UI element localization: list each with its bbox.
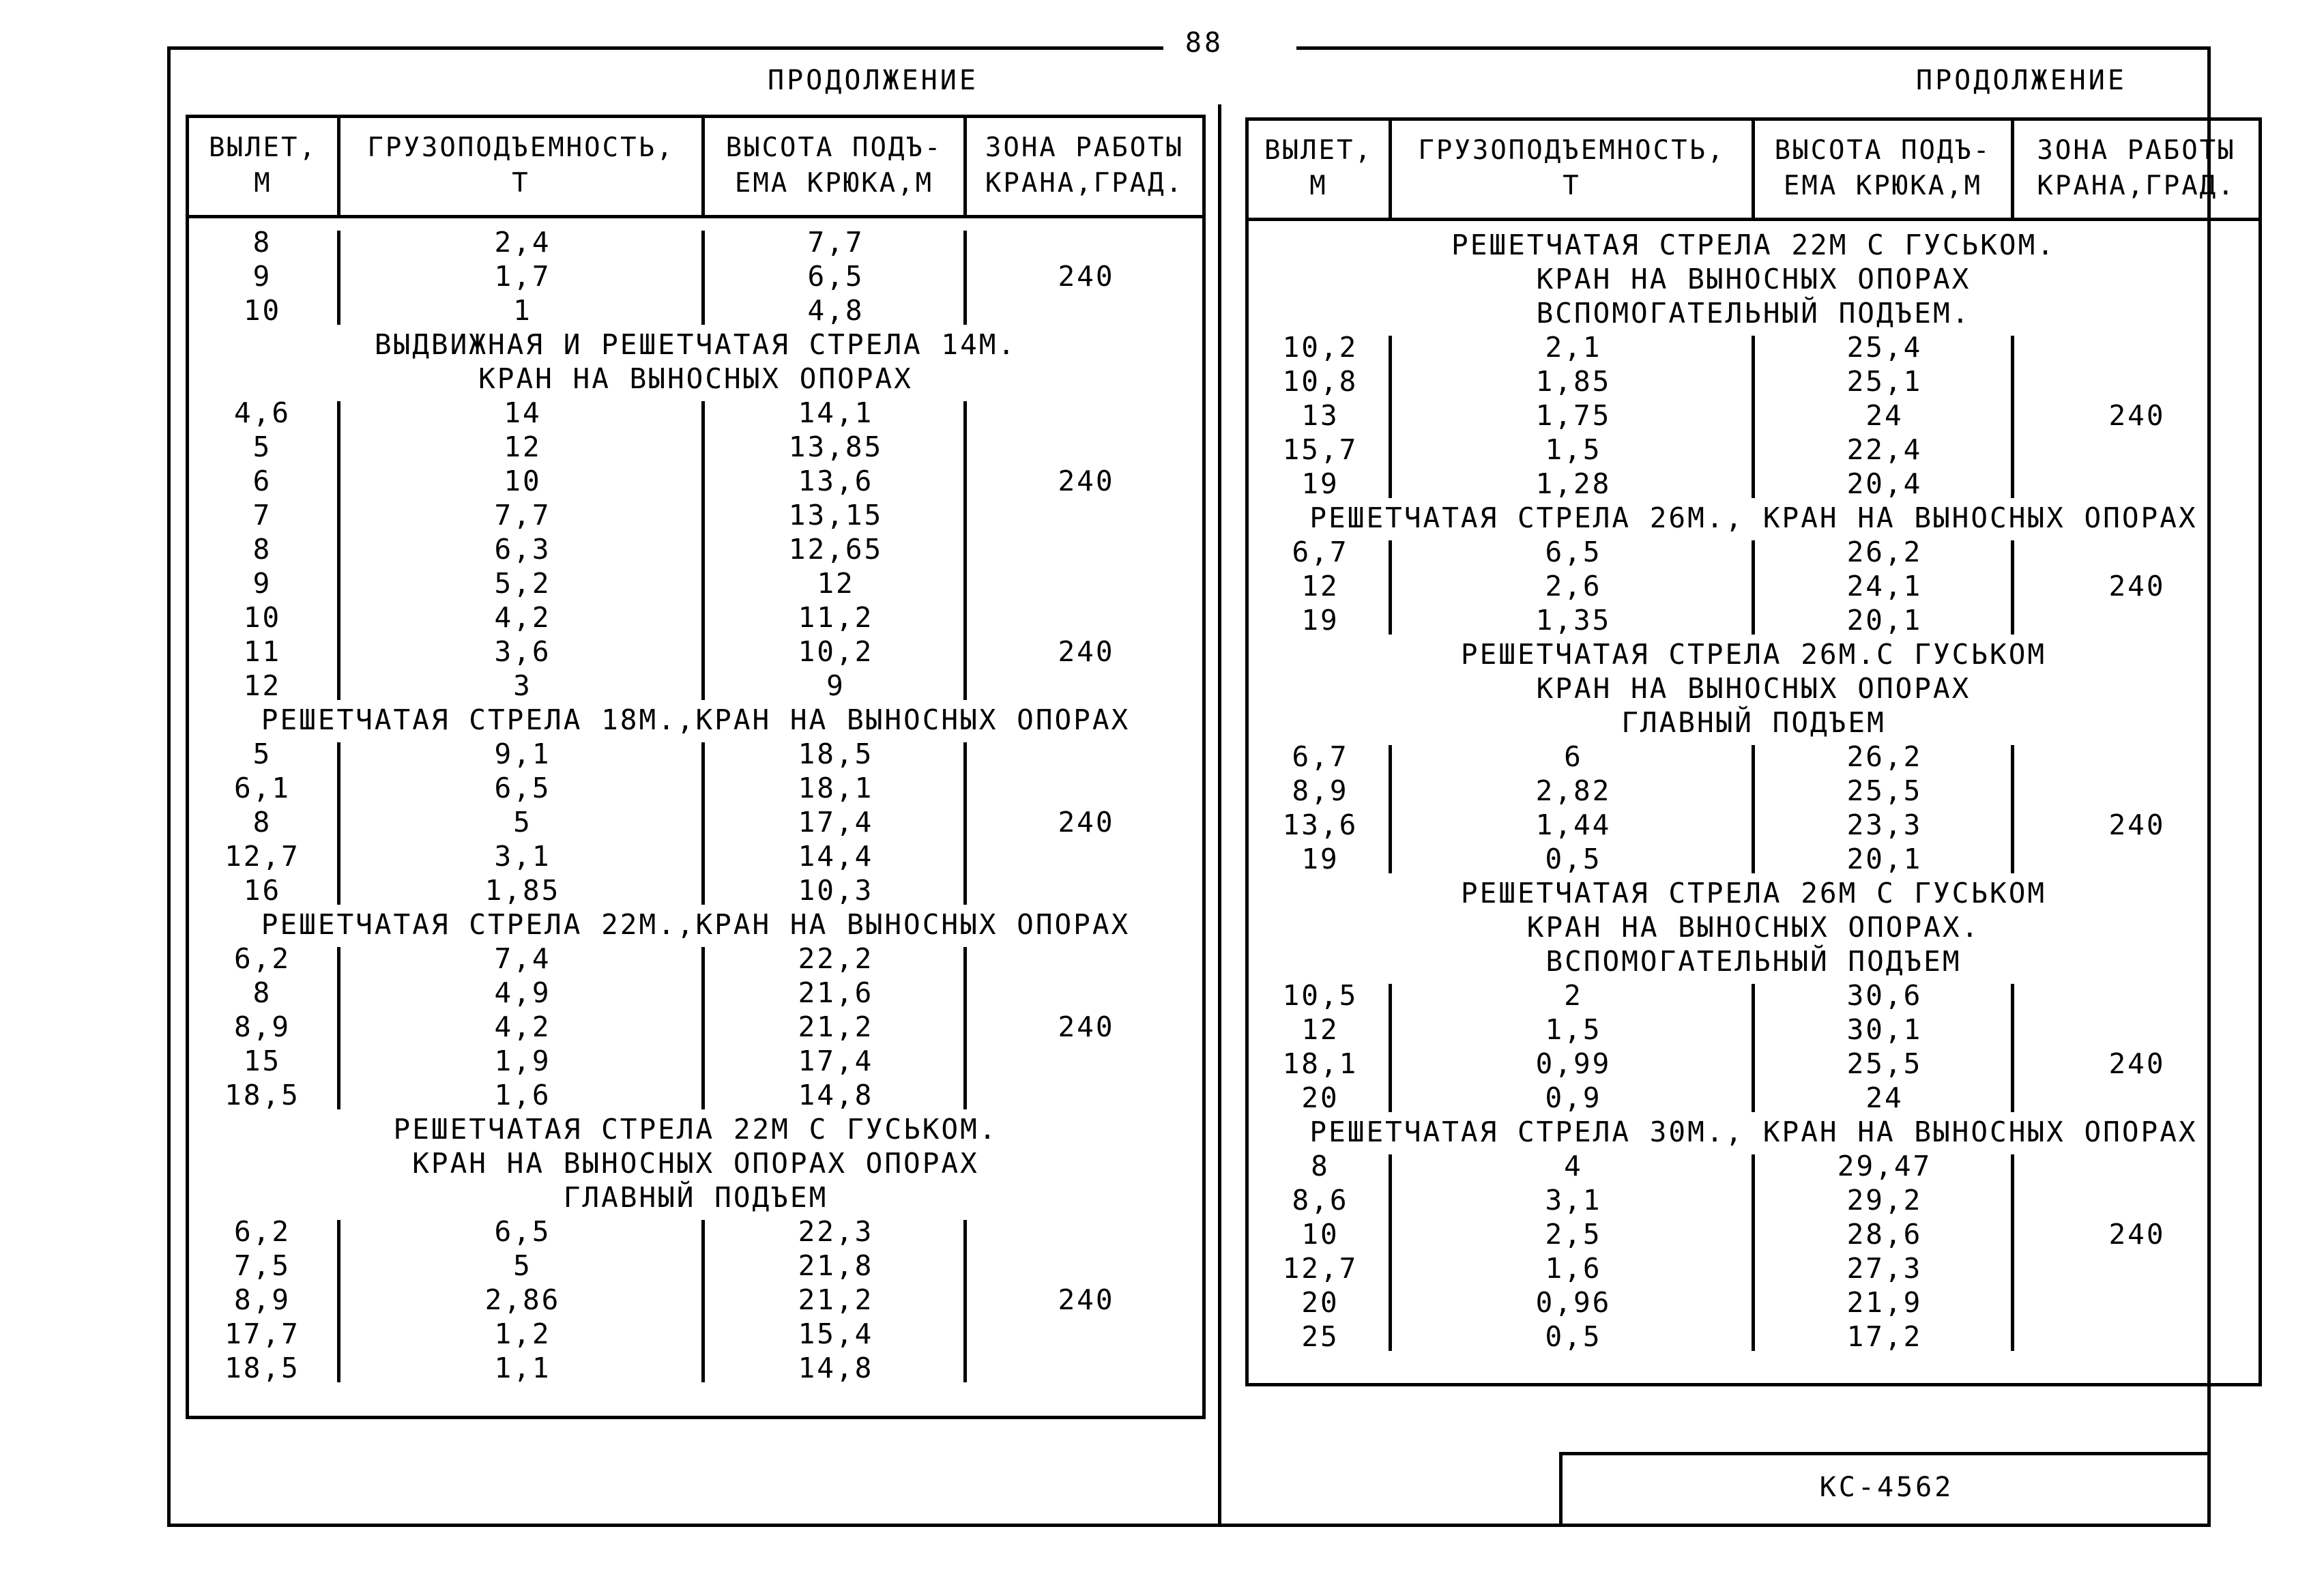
cell-work-zone: 240	[2108, 1047, 2166, 1080]
cell-vylet: 6,2	[233, 942, 291, 975]
cell-work-zone: 240	[2108, 399, 2166, 432]
section-caption: КРАН НА ВЫНОСНЫХ ОПОРАХ.	[1526, 911, 1981, 944]
cell-hook-height: 20,1	[1846, 843, 1923, 875]
header-vylet: ВЫЛЕТ, М	[189, 118, 340, 215]
header-capacity: ГРУЗОПОДЪЕМНОСТЬ, Т	[1392, 121, 1755, 218]
cell-capacity: 2,6	[1545, 570, 1602, 602]
cell-capacity: 12	[504, 431, 542, 463]
cell-capacity: 7,4	[494, 942, 551, 975]
page-number: 88	[1185, 27, 1224, 59]
cell-hook-height: 17,2	[1846, 1320, 1923, 1353]
cell-capacity: 3,1	[494, 840, 551, 873]
column-divider	[337, 742, 340, 905]
cell-hook-height: 14,4	[798, 840, 874, 873]
cell-capacity: 1,6	[1545, 1252, 1602, 1285]
section-caption: ВЫДВИЖНАЯ И РЕШЕТЧАТАЯ СТРЕЛА 14М.	[374, 328, 1017, 361]
cell-vylet: 18,5	[224, 1079, 300, 1111]
cell-capacity: 6,3	[494, 533, 551, 566]
table-row	[189, 1351, 1202, 1385]
table-row	[189, 942, 1202, 976]
cell-vylet: 8	[1311, 1150, 1330, 1182]
section-caption: КРАН НА ВЫНОСНЫХ ОПОРАХ	[1536, 263, 1971, 295]
cell-vylet: 19	[1301, 467, 1339, 500]
table-row	[189, 1010, 1202, 1044]
cell-capacity: 3,1	[1545, 1184, 1602, 1217]
cell-hook-height: 21,6	[798, 976, 874, 1009]
cell-hook-height: 24	[1865, 1081, 1904, 1114]
cell-hook-height: 26,2	[1846, 536, 1923, 568]
cell-capacity: 5	[513, 806, 532, 839]
table-row	[189, 430, 1202, 464]
column-divider	[963, 947, 967, 1109]
cell-vylet: 11	[243, 635, 282, 668]
cell-capacity: 1,5	[1545, 433, 1602, 466]
table-row	[189, 669, 1202, 703]
section-caption: РЕШЕТЧАТАЯ СТРЕЛА 26М., КРАН НА ВЫНОСНЫХ ОПОРАХ	[1309, 501, 2198, 534]
table-row	[189, 498, 1202, 532]
cell-hook-height: 30,1	[1846, 1013, 1923, 1046]
table-row	[189, 225, 1202, 259]
cell-vylet: 20	[1301, 1286, 1339, 1319]
right-continuation-label: ПРОДОЛЖЕНИЕ	[1916, 65, 2127, 96]
table-row	[189, 771, 1202, 805]
cell-capacity: 0,99	[1535, 1047, 1612, 1080]
table-row	[189, 566, 1202, 600]
cell-hook-height: 29,2	[1846, 1184, 1923, 1217]
table-row	[189, 1214, 1202, 1249]
cell-hook-height: 21,2	[798, 1283, 874, 1316]
left-table-body	[186, 218, 1206, 1419]
cell-hook-height: 25,5	[1846, 774, 1923, 807]
cell-capacity: 14	[504, 396, 542, 429]
cell-capacity: 6,5	[1545, 536, 1602, 568]
column-divider	[1752, 336, 1755, 498]
cell-vylet: 6	[252, 465, 272, 497]
cell-vylet: 12,7	[1282, 1252, 1359, 1285]
cell-capacity: 2,4	[494, 226, 551, 259]
cell-vylet: 6,7	[1292, 536, 1349, 568]
cell-vylet: 17,7	[224, 1317, 300, 1350]
section-caption: ГЛАВНЫЙ ПОДЪЕМ	[1621, 706, 1886, 739]
cell-vylet: 13	[1301, 399, 1339, 432]
section-caption: РЕШЕТЧАТАЯ СТРЕЛА 22М С ГУСЬКОМ.	[393, 1113, 998, 1146]
column-divider	[337, 1220, 340, 1382]
cell-vylet: 10	[243, 601, 282, 634]
column-divider	[1752, 540, 1755, 635]
cell-vylet: 12	[1301, 570, 1339, 602]
cell-work-zone: 240	[2108, 570, 2166, 602]
cell-hook-height: 14,8	[798, 1079, 874, 1111]
cell-capacity: 4,2	[494, 601, 551, 634]
header-vylet: ВЫЛЕТ, М	[1249, 121, 1392, 218]
document-stamp	[1559, 1452, 2211, 1527]
table-row	[189, 396, 1202, 430]
cell-capacity: 1,6	[494, 1079, 551, 1111]
section-caption: РЕШЕТЧАТАЯ СТРЕЛА 22М С ГУСЬКОМ.	[1451, 229, 2056, 261]
cell-capacity: 0,5	[1545, 1320, 1602, 1353]
cell-vylet: 9	[252, 260, 272, 293]
table-row	[189, 464, 1202, 498]
section-caption: РЕШЕТЧАТАЯ СТРЕЛА 22М.,КРАН НА ВЫНОСНЫХ ОПОРАХ	[261, 908, 1131, 941]
cell-hook-height: 15,4	[798, 1317, 874, 1350]
cell-hook-height: 9	[826, 669, 845, 702]
column-divider	[1389, 984, 1392, 1112]
cell-capacity: 1,75	[1535, 399, 1612, 432]
cell-capacity: 2	[1564, 979, 1583, 1012]
cell-vylet: 8	[252, 806, 272, 839]
table-row	[189, 976, 1202, 1010]
cell-capacity: 6,5	[494, 772, 551, 804]
section-caption: ГЛАВНЫЙ ПОДЪЕМ	[563, 1181, 828, 1214]
cell-hook-height: 25,5	[1846, 1047, 1923, 1080]
column-divider	[963, 401, 967, 700]
cell-capacity: 4,2	[494, 1010, 551, 1043]
cell-vylet: 6,2	[233, 1215, 291, 1248]
cell-vylet: 5	[252, 431, 272, 463]
cell-capacity: 2,82	[1535, 774, 1612, 807]
cell-vylet: 8	[252, 226, 272, 259]
cell-capacity: 1,85	[484, 874, 561, 907]
cell-capacity: 1,44	[1535, 809, 1612, 841]
cell-vylet: 15	[243, 1045, 282, 1077]
cell-vylet: 19	[1301, 604, 1339, 637]
cell-vylet: 10,5	[1282, 979, 1359, 1012]
column-divider	[2011, 336, 2014, 498]
column-divider	[2011, 745, 2014, 873]
cell-hook-height: 11,2	[798, 601, 874, 634]
cell-work-zone: 240	[1058, 1283, 1115, 1316]
cell-vylet: 12	[1301, 1013, 1339, 1046]
cell-hook-height: 10,2	[798, 635, 874, 668]
cell-vylet: 9	[252, 567, 272, 600]
cell-vylet: 15,7	[1282, 433, 1359, 466]
table-row	[189, 600, 1202, 635]
cell-hook-height: 27,3	[1846, 1252, 1923, 1285]
cell-hook-height: 4,8	[807, 294, 865, 327]
cell-vylet: 6,1	[233, 772, 291, 804]
stamp-code: КС-4562	[1819, 1472, 1954, 1503]
table-row	[189, 1078, 1202, 1112]
right-table-header	[1245, 117, 2262, 221]
cell-vylet: 7,5	[233, 1249, 291, 1282]
column-divider	[1389, 540, 1392, 635]
table-row	[189, 532, 1202, 566]
section-caption: РЕШЕТЧАТАЯ СТРЕЛА 30М., КРАН НА ВЫНОСНЫХ ОПОРАХ	[1309, 1116, 2198, 1148]
cell-hook-height: 21,8	[798, 1249, 874, 1282]
column-divider	[337, 401, 340, 700]
header-hook-height: ВЫСОТА ПОДЪ- ЕМА КРЮКА,М	[1755, 121, 2014, 218]
cell-vylet: 8,9	[1292, 774, 1349, 807]
cell-capacity: 7,7	[494, 499, 551, 532]
column-divider	[1752, 984, 1755, 1112]
table-row	[189, 805, 1202, 839]
right-table-body	[1245, 221, 2262, 1386]
cell-capacity: 5,2	[494, 567, 551, 600]
cell-vylet: 8	[252, 976, 272, 1009]
column-divider	[337, 947, 340, 1109]
column-divider	[701, 231, 705, 325]
cell-hook-height: 23,3	[1846, 809, 1923, 841]
cell-work-zone: 240	[1058, 806, 1115, 839]
column-divider	[1752, 745, 1755, 873]
cell-hook-height: 30,6	[1846, 979, 1923, 1012]
cell-hook-height: 28,6	[1846, 1218, 1923, 1251]
column-divider	[701, 742, 705, 905]
cell-vylet: 18,1	[1282, 1047, 1359, 1080]
column-divider	[1389, 1154, 1392, 1351]
table-row	[189, 1249, 1202, 1283]
cell-hook-height: 22,4	[1846, 433, 1923, 466]
table-row	[189, 259, 1202, 293]
cell-vylet: 12,7	[224, 840, 300, 873]
cell-hook-height: 25,4	[1846, 331, 1923, 364]
cell-vylet: 19	[1301, 843, 1339, 875]
cell-vylet: 8,9	[233, 1283, 291, 1316]
cell-vylet: 4,6	[233, 396, 291, 429]
cell-vylet: 8	[252, 533, 272, 566]
cell-hook-height: 14,8	[798, 1352, 874, 1384]
table-row	[189, 1283, 1202, 1317]
cell-capacity: 1,35	[1535, 604, 1612, 637]
cell-hook-height: 21,2	[798, 1010, 874, 1043]
cell-capacity: 1,5	[1545, 1013, 1602, 1046]
column-divider	[1389, 336, 1392, 498]
cell-vylet: 10	[243, 294, 282, 327]
cell-vylet: 18,5	[224, 1352, 300, 1384]
cell-capacity: 9,1	[494, 738, 551, 770]
column-divider	[963, 1220, 967, 1382]
section-caption: ВСПОМОГАТЕЛЬНЫЙ ПОДЪЕМ.	[1536, 297, 1971, 330]
cell-capacity: 6,5	[494, 1215, 551, 1248]
cell-hook-height: 7,7	[807, 226, 865, 259]
cell-hook-height: 13,6	[798, 465, 874, 497]
column-divider	[1389, 745, 1392, 873]
section-caption: РЕШЕТЧАТАЯ СТРЕЛА 26М.С ГУСЬКОМ	[1460, 638, 2047, 671]
cell-capacity: 0,5	[1545, 843, 1602, 875]
cell-capacity: 5	[513, 1249, 532, 1282]
header-work-zone: ЗОНА РАБОТЫ КРАНА,ГРАД.	[2037, 135, 2236, 201]
table-row	[189, 839, 1202, 873]
cell-vylet: 16	[243, 874, 282, 907]
left-table-header	[186, 115, 1206, 218]
cell-hook-height: 13,15	[788, 499, 884, 532]
cell-work-zone: 240	[2108, 809, 2166, 841]
cell-work-zone: 240	[1058, 260, 1115, 293]
cell-vylet: 20	[1301, 1081, 1339, 1114]
header-hook-height: ВЫСОТА ПОДЪ- ЕМА КРЮКА,М	[705, 118, 967, 215]
cell-work-zone: 240	[2108, 1218, 2166, 1251]
cell-hook-height: 18,1	[798, 772, 874, 804]
cell-capacity: 1,1	[494, 1352, 551, 1384]
cell-capacity: 4	[1564, 1150, 1583, 1182]
cell-hook-height: 24	[1865, 399, 1904, 432]
table-row	[189, 873, 1202, 907]
left-continuation-label: ПРОДОЛЖЕНИЕ	[768, 65, 978, 96]
cell-hook-height: 29,47	[1837, 1150, 1932, 1182]
column-divider	[1752, 1154, 1755, 1351]
cell-hook-height: 17,4	[798, 1045, 874, 1077]
cell-capacity: 0,96	[1535, 1286, 1612, 1319]
cell-capacity: 2,5	[1545, 1218, 1602, 1251]
header-capacity: ГРУЗОПОДЪЕМНОСТЬ, Т	[340, 118, 705, 215]
cell-vylet: 12	[243, 669, 282, 702]
cell-vylet: 6,7	[1292, 740, 1349, 773]
column-divider	[963, 742, 967, 905]
cell-hook-height: 12	[817, 567, 855, 600]
cell-capacity: 6	[1564, 740, 1583, 773]
cell-hook-height: 24,1	[1846, 570, 1923, 602]
column-divider	[337, 231, 340, 325]
column-divider	[2011, 1154, 2014, 1351]
section-caption: РЕШЕТЧАТАЯ СТРЕЛА 18М.,КРАН НА ВЫНОСНЫХ ОПОРАХ	[261, 703, 1131, 736]
cell-hook-height: 22,3	[798, 1215, 874, 1248]
cell-hook-height: 12,65	[788, 533, 884, 566]
cell-vylet: 10,2	[1282, 331, 1359, 364]
cell-hook-height: 14,1	[798, 396, 874, 429]
cell-vylet: 25	[1301, 1320, 1339, 1353]
cell-work-zone: 240	[1058, 465, 1115, 497]
cell-work-zone: 240	[1058, 1010, 1115, 1043]
cell-capacity: 3	[513, 669, 532, 702]
column-divider	[701, 1220, 705, 1382]
column-divider	[701, 401, 705, 700]
table-row	[189, 293, 1202, 327]
section-caption: КРАН НА ВЫНОСНЫХ ОПОРАХ	[1536, 672, 1971, 705]
header-work-zone: ЗОНА РАБОТЫ КРАНА,ГРАД.	[985, 132, 1185, 199]
section-caption: ВСПОМОГАТЕЛЬНЫЙ ПОДЪЕМ	[1545, 945, 1962, 978]
cell-capacity: 4,9	[494, 976, 551, 1009]
column-divider	[701, 947, 705, 1109]
table-row	[189, 1317, 1202, 1351]
table-row	[189, 737, 1202, 771]
cell-capacity: 1,7	[494, 260, 551, 293]
cell-vylet: 7	[252, 499, 272, 532]
section-caption: КРАН НА ВЫНОСНЫХ ОПОРАХ	[478, 362, 913, 395]
section-caption: РЕШЕТЧАТАЯ СТРЕЛА 26М С ГУСЬКОМ	[1460, 877, 2047, 909]
cell-hook-height: 10,3	[798, 874, 874, 907]
cell-work-zone: 240	[1058, 635, 1115, 668]
cell-hook-height: 17,4	[798, 806, 874, 839]
table-row	[189, 1044, 1202, 1078]
cell-hook-height: 26,2	[1846, 740, 1923, 773]
cell-capacity: 0,9	[1545, 1081, 1602, 1114]
cell-capacity: 1,85	[1535, 365, 1612, 398]
section-caption: КРАН НА ВЫНОСНЫХ ОПОРАХ ОПОРАХ	[412, 1147, 979, 1180]
cell-capacity: 10	[504, 465, 542, 497]
cell-hook-height: 25,1	[1846, 365, 1923, 398]
column-divider	[963, 231, 967, 325]
table-row	[189, 635, 1202, 669]
cell-capacity: 1,28	[1535, 467, 1612, 500]
cell-vylet: 10,8	[1282, 365, 1359, 398]
cell-vylet: 13,6	[1282, 809, 1359, 841]
cell-capacity: 1	[513, 294, 532, 327]
cell-capacity: 2,1	[1545, 331, 1602, 364]
cell-capacity: 1,9	[494, 1045, 551, 1077]
cell-vylet: 10	[1301, 1218, 1339, 1251]
cell-vylet: 8,6	[1292, 1184, 1349, 1217]
cell-vylet: 8,9	[233, 1010, 291, 1043]
cell-hook-height: 13,85	[788, 431, 884, 463]
cell-capacity: 1,2	[494, 1317, 551, 1350]
cell-hook-height: 6,5	[807, 260, 865, 293]
cell-capacity: 3,6	[494, 635, 551, 668]
cell-hook-height: 18,5	[798, 738, 874, 770]
cell-hook-height: 20,1	[1846, 604, 1923, 637]
cell-vylet: 5	[252, 738, 272, 770]
cell-hook-height: 22,2	[798, 942, 874, 975]
cell-hook-height: 20,4	[1846, 467, 1923, 500]
cell-capacity: 2,86	[484, 1283, 561, 1316]
column-divider	[2011, 984, 2014, 1112]
cell-hook-height: 21,9	[1846, 1286, 1923, 1319]
column-divider	[2011, 540, 2014, 635]
